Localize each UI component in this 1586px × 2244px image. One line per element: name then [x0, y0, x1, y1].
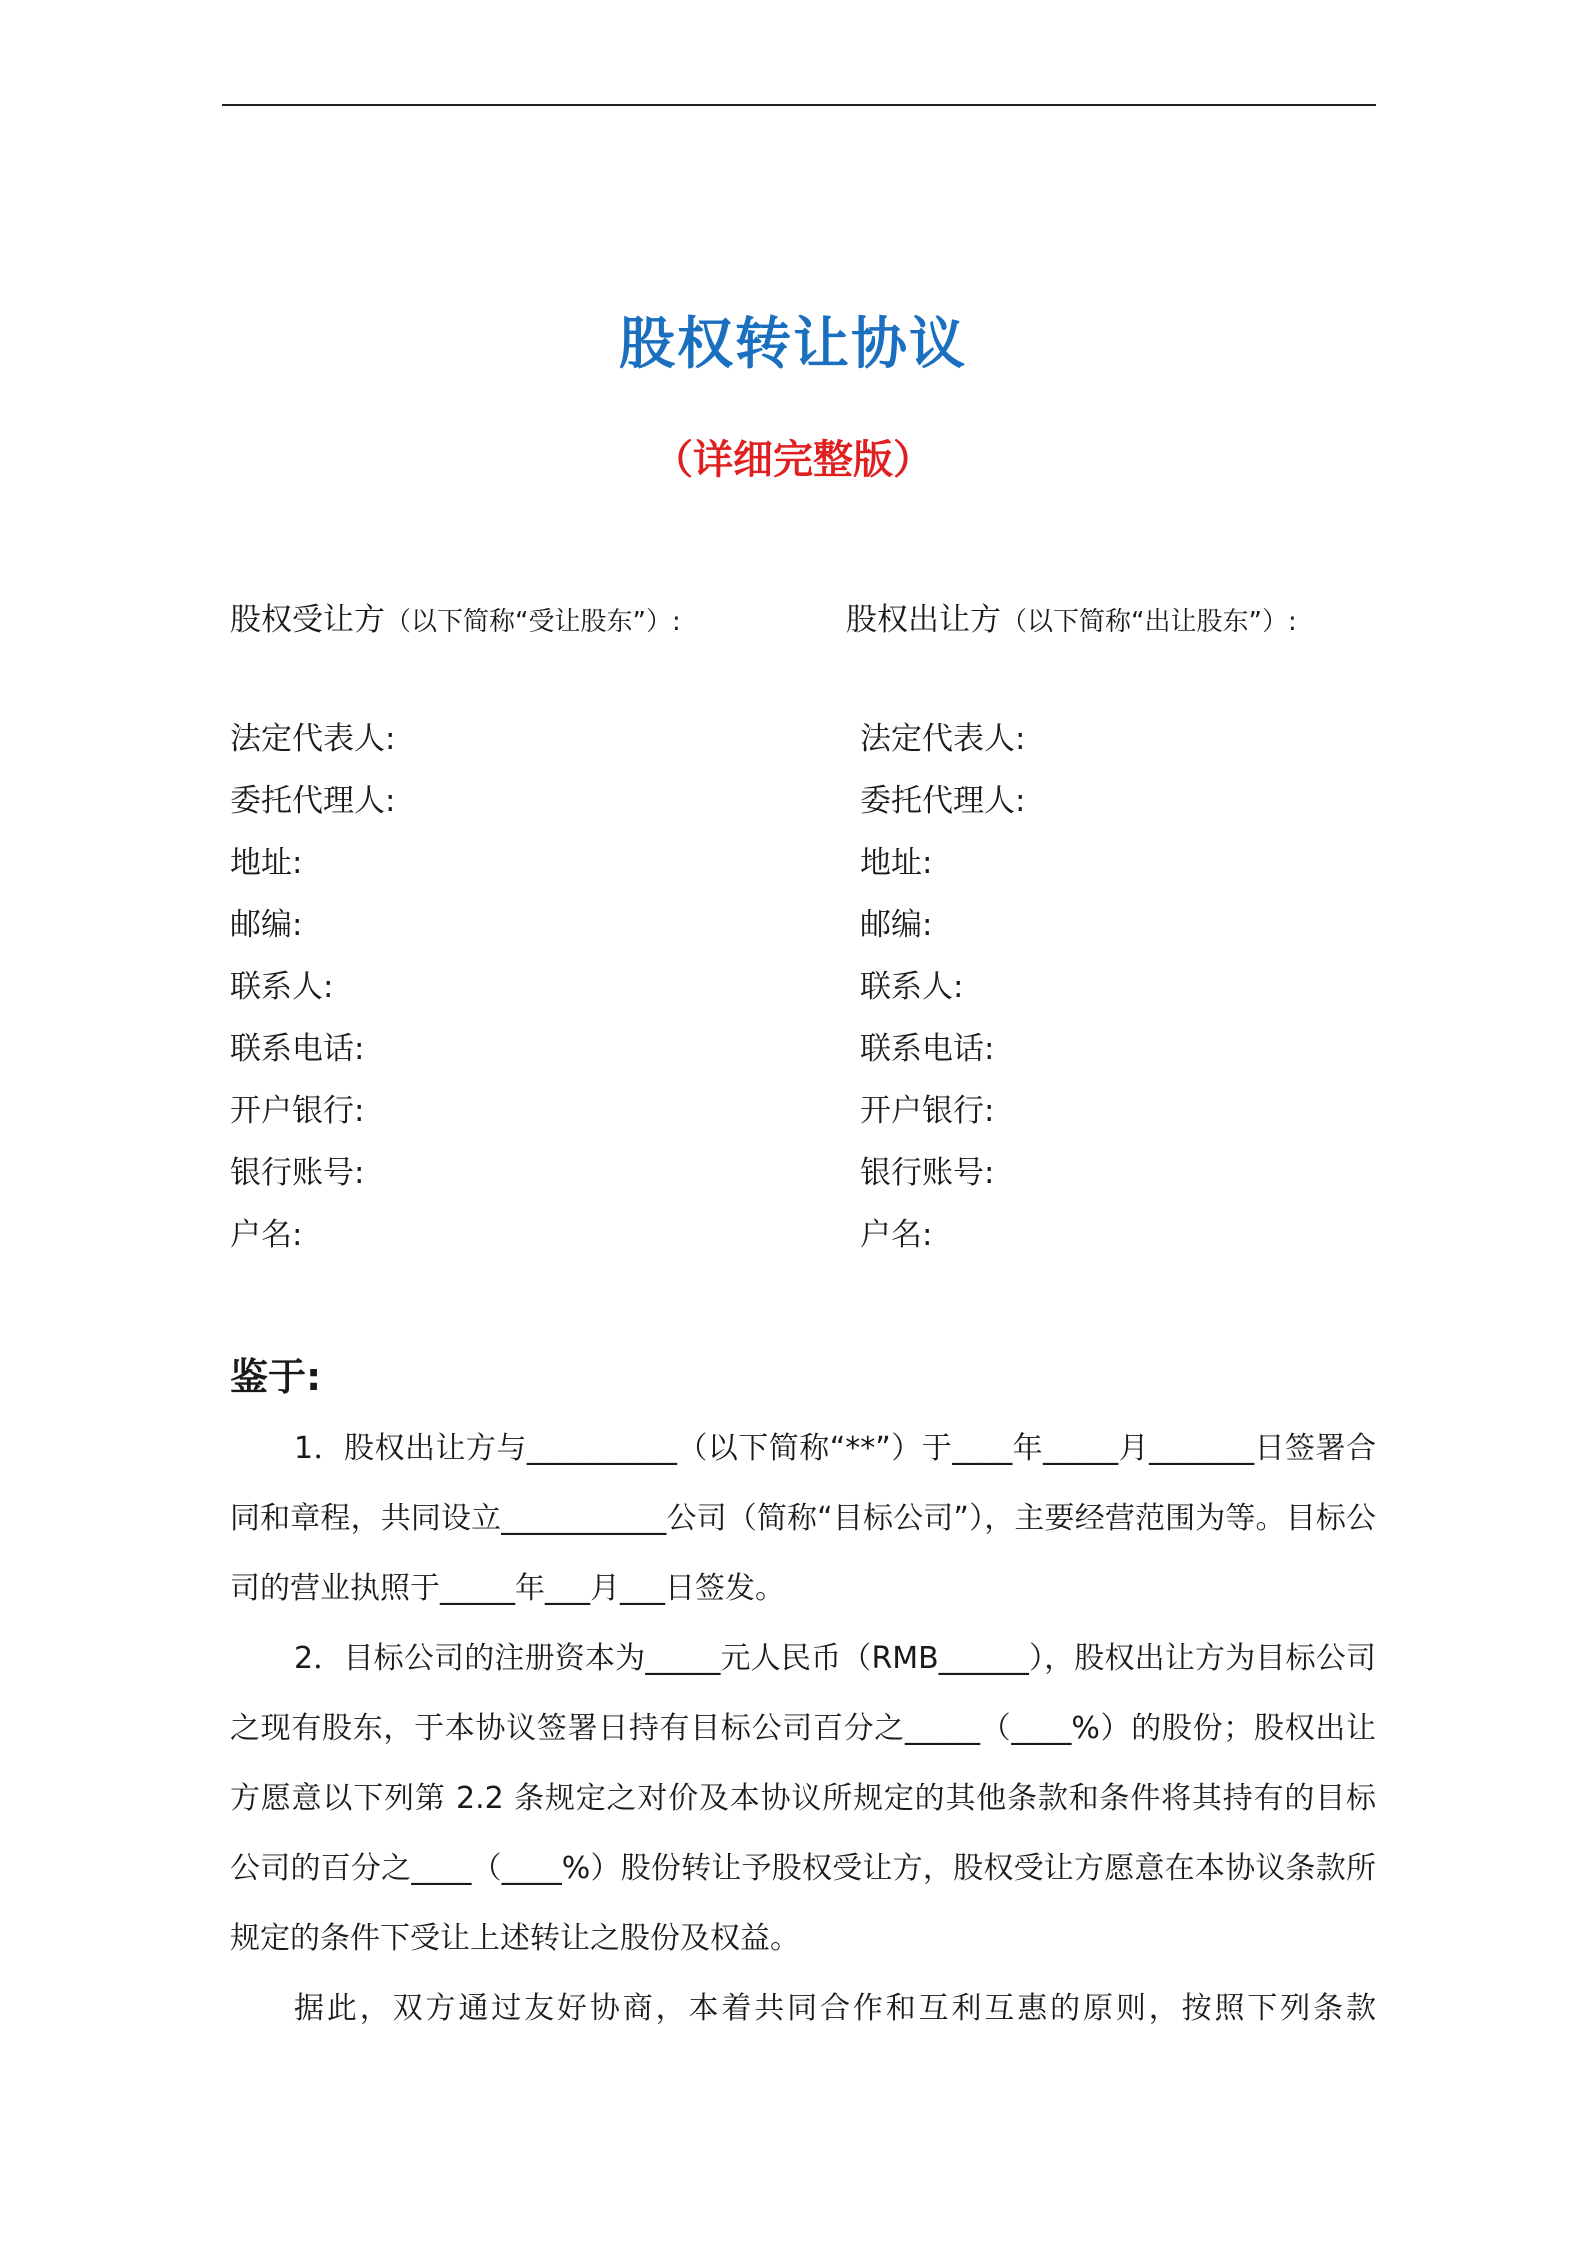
transferee-field-phone: 联系电话: [230, 1031, 365, 1067]
transferor-field-address: 地址: [860, 845, 933, 881]
document-title: 股权转让协议 [619, 312, 967, 377]
transferee-fields [230, 718, 395, 1276]
transferee-heading-main: 股权受让方 [230, 602, 385, 638]
transferee-heading [230, 594, 681, 639]
transferee-field-legal-rep: 法定代表人: [230, 721, 396, 757]
transferee-field-contact: 联系人: [230, 969, 334, 1005]
transferor-field-bank: 开户银行: [860, 1093, 995, 1129]
transferee-field-account: 银行账号: [230, 1155, 365, 1191]
transferor-field-legal-rep: 法定代表人: [860, 721, 1026, 757]
transferee-field-bank: 开户银行: [230, 1093, 365, 1129]
recital-conclusion: 据此，双方通过友好协商，本着共同合作和互利互惠的原则，按照下列条款 [294, 1991, 1376, 2026]
whereas-heading: 鉴于: [230, 1355, 322, 1399]
transferor-heading-note: （以下简称“出让股东”）: [1001, 607, 1297, 637]
transferor-field-account: 银行账号: [860, 1155, 995, 1191]
transferee-field-account-name: 户名: [230, 1217, 303, 1253]
header-rule [222, 104, 1376, 106]
recital-2: 2．目标公司的注册资本为_____元人民币（RMB______），股权出让方为目标公司之现有股东，于本协议签署日持有目标公司百分之_____（____%）的股份；股权出让方愿意以下列第 2.2 条规定之对价及本协议所规定的其他条款和条件将其持有的目标公司的百分之____（____%）股份转让予股权受让方，股权受让方愿意在本协议条款所规定的条件下受让上述转让之股份及权益。 [230, 1641, 1376, 1956]
transferor-field-phone: 联系电话: [860, 1031, 995, 1067]
recitals [230, 1414, 1376, 2044]
transferor-field-agent: 委托代理人: [860, 783, 1026, 819]
transferor-field-account-name: 户名: [860, 1217, 933, 1253]
transferee-heading-note: （以下简称“受让股东”）: [385, 607, 681, 637]
transferee-field-postcode: 邮编: [230, 907, 303, 943]
transferor-field-contact: 联系人: [860, 969, 964, 1005]
transferor-heading-main: 股权出让方 [846, 602, 1001, 638]
transferee-field-address: 地址: [230, 845, 303, 881]
recital-1: 1．股权出让方与__________（以下简称“**”）于____年_____月_______日签署合同和章程，共同设立___________公司（简称“目标公司”），主要经营范围为等。目标公司的营业执照于_____年___月___日签发。 [230, 1431, 1376, 1606]
transferor-fields [860, 718, 1025, 1276]
transferor-field-postcode: 邮编: [860, 907, 933, 943]
transferor-heading [846, 594, 1297, 639]
transferee-field-agent: 委托代理人: [230, 783, 396, 819]
document-subtitle: （详细完整版） [653, 437, 933, 483]
